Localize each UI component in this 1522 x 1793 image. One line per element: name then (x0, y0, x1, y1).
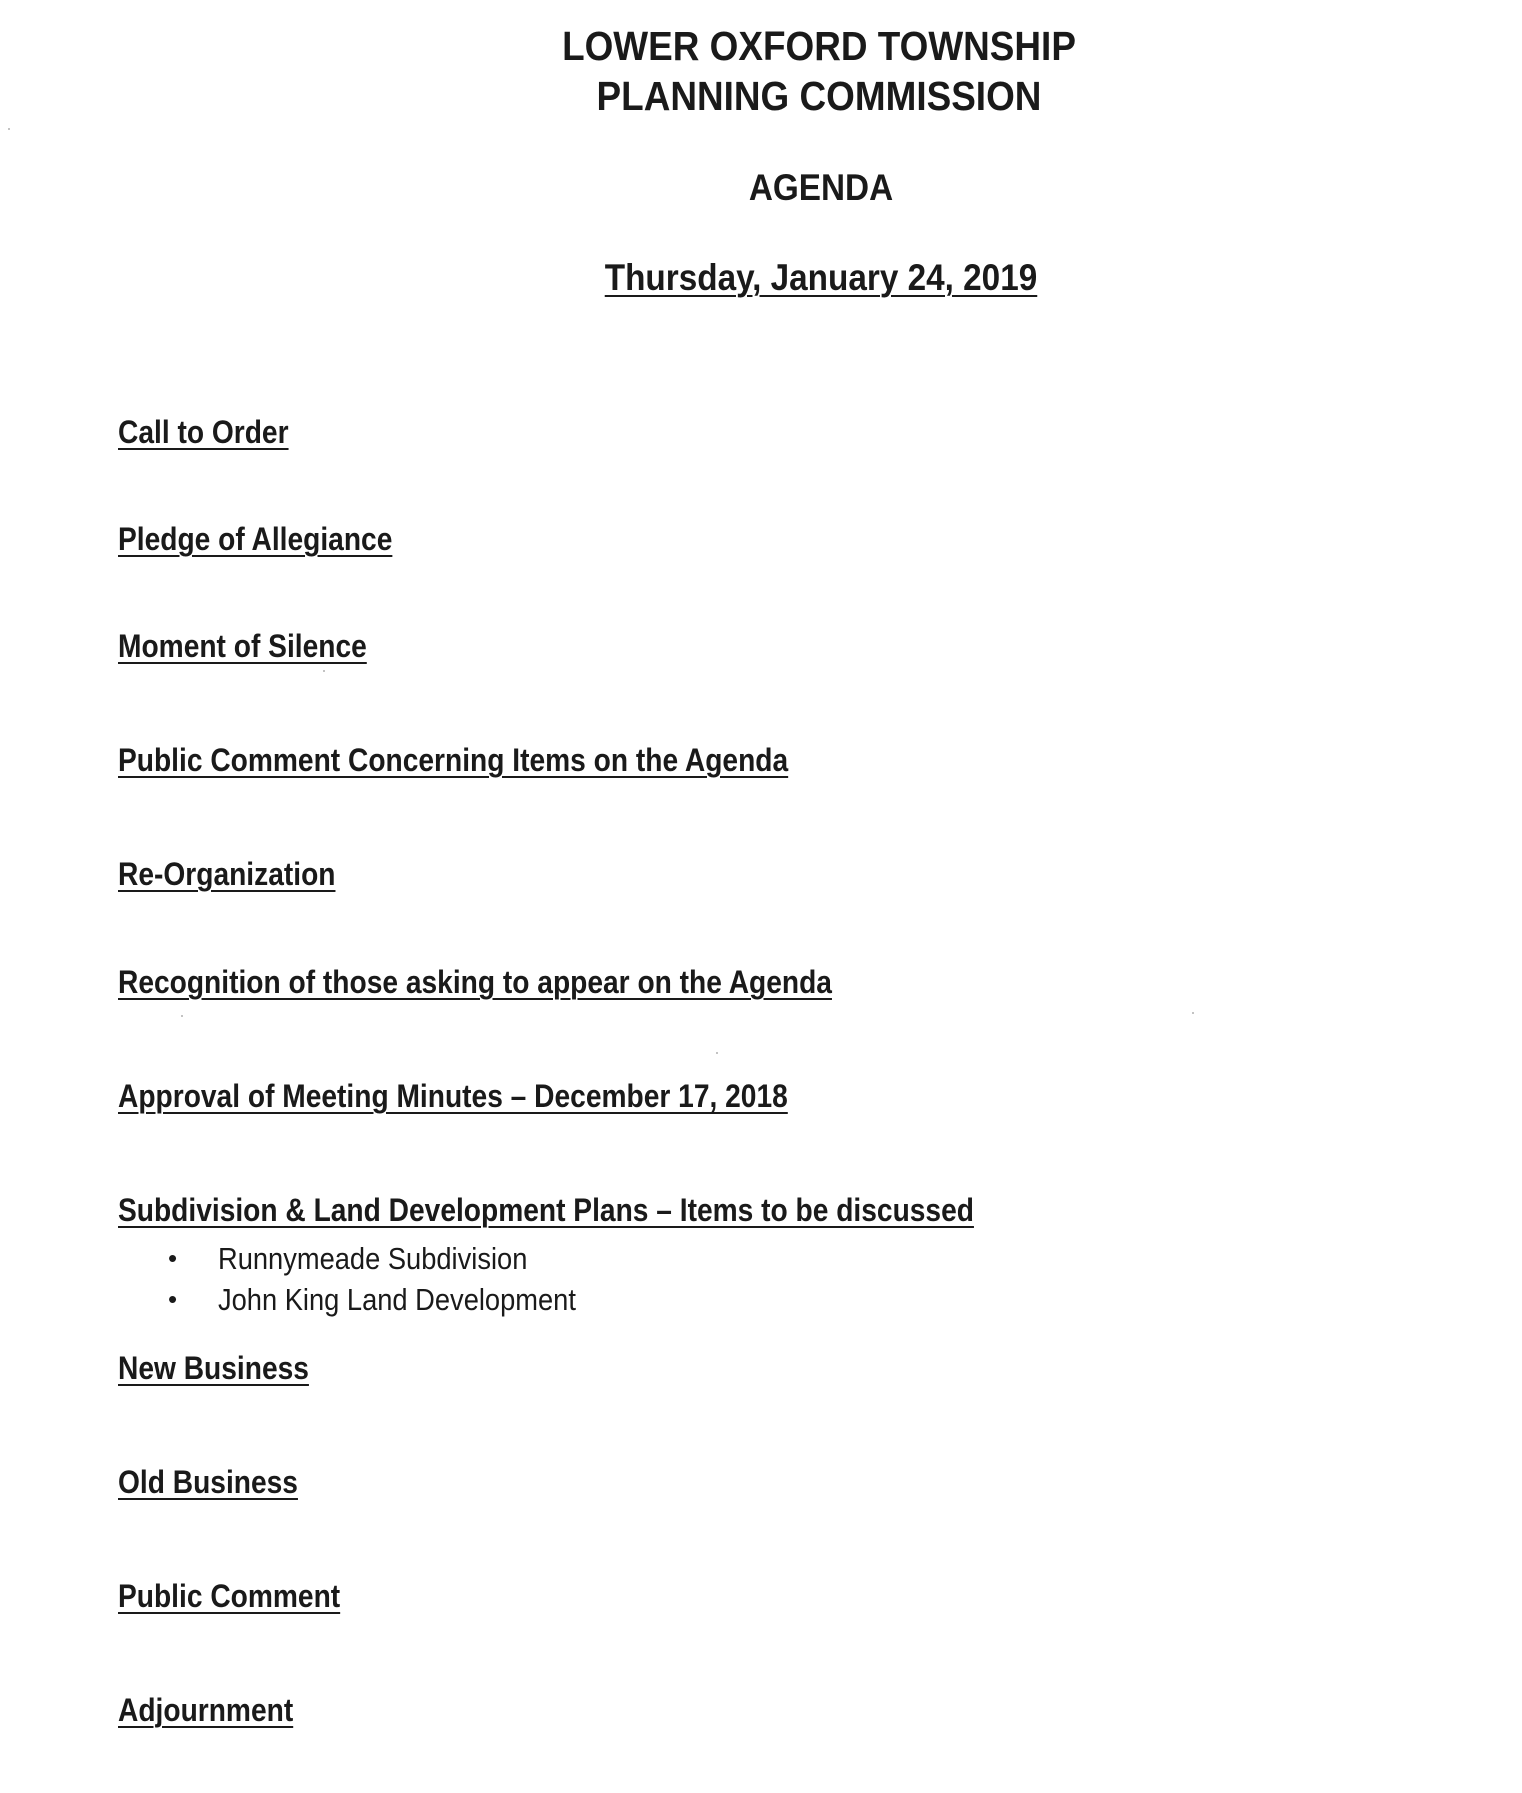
agenda-item-call-to-order: Call to Order (118, 414, 289, 450)
bullet-icon: • (168, 1284, 178, 1314)
bullet-icon: • (168, 1243, 178, 1273)
plan-runnymeade: Runnymeade Subdivision (218, 1241, 528, 1276)
scan-speck (716, 1052, 718, 1054)
agenda-item-recognition: Recognition of those asking to appear on the Agenda (118, 964, 832, 1000)
scan-speck (181, 1015, 183, 1017)
agenda-item-public-comment: Public Comment (118, 1578, 341, 1614)
commission-title: PLANNING COMMISSION (596, 73, 1042, 119)
plan-john-king: John King Land Development (218, 1282, 576, 1317)
agenda-item-approval-of-minutes: Approval of Meeting Minutes – December 17, 2018 (118, 1078, 788, 1114)
township-title: LOWER OXFORD TOWNSHIP (562, 23, 1076, 69)
agenda-item-adjournment: Adjournment (118, 1692, 294, 1728)
agenda-item-new-business: New Business (118, 1350, 309, 1386)
scan-speck (8, 128, 10, 130)
agenda-item-re-organization: Re-Organization (118, 856, 336, 892)
agenda-item-pledge-of-allegiance: Pledge of Allegiance (118, 521, 393, 557)
scan-speck (323, 670, 325, 672)
agenda-item-subdivision-land-development: Subdivision & Land Development Plans – Items to be discussed (118, 1192, 974, 1228)
agenda-item-public-comment-agenda: Public Comment Concerning Items on the Agenda (118, 742, 789, 778)
meeting-date-container (136, 256, 1506, 300)
scan-speck (1192, 1012, 1194, 1014)
agenda-item-old-business: Old Business (118, 1464, 298, 1500)
meeting-date: Thursday, January 24, 2019 (604, 257, 1038, 298)
agenda-heading: AGENDA (748, 167, 894, 208)
agenda-item-moment-of-silence: Moment of Silence (118, 628, 367, 664)
